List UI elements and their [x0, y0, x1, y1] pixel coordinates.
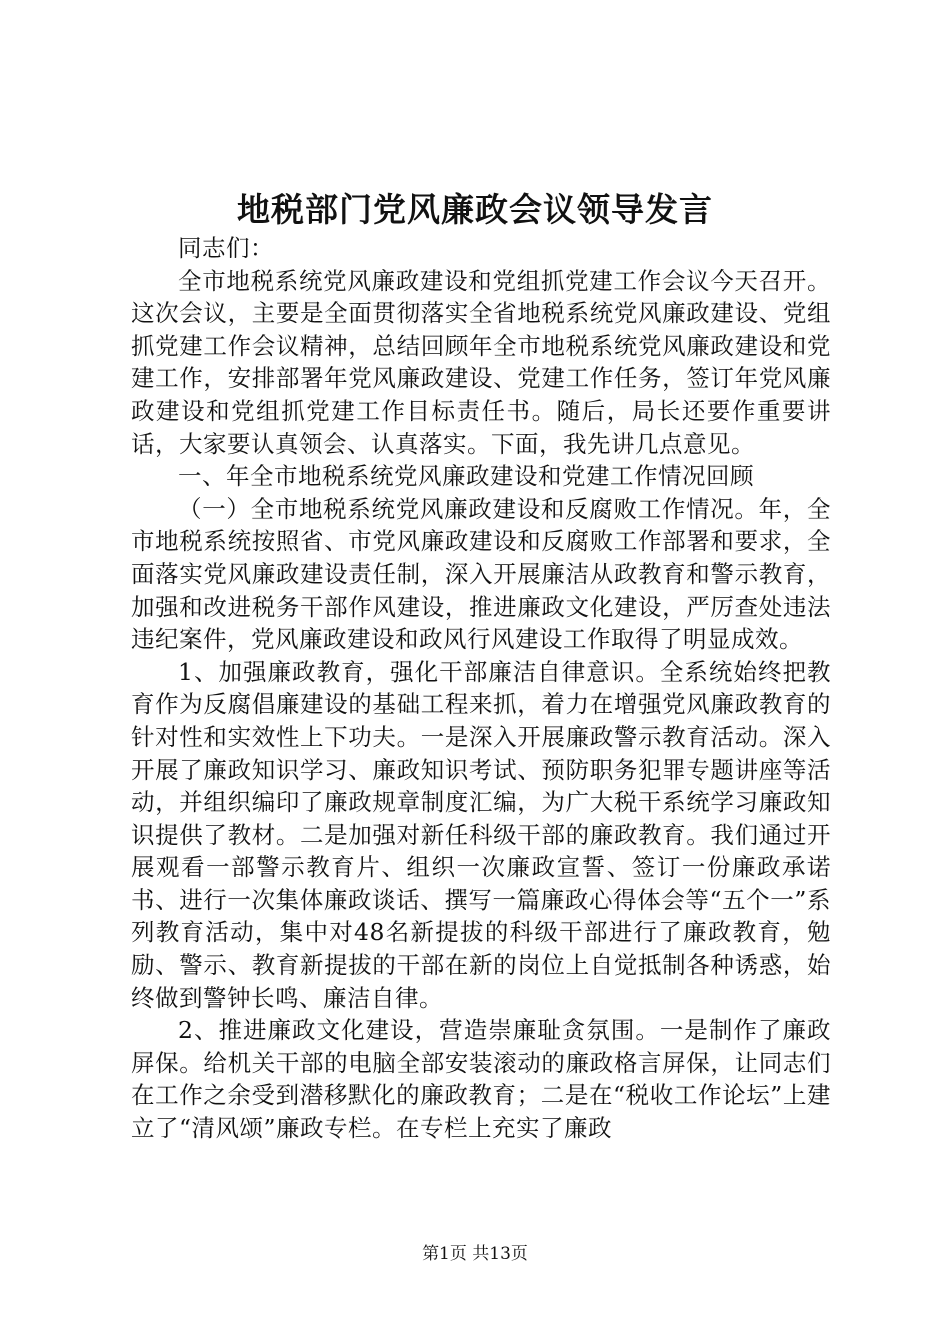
document-body — [131, 232, 831, 1145]
section-heading-review: 一、年全市地税系统党风廉政建设和党建工作情况回顾 — [178, 462, 754, 491]
paragraph-introduction: 全市地税系统党风廉政建设和党组抓党建工作会议今天召开。这次会议，主要是全面贯彻落实全省地税系统党风廉政建设、党组抓党建工作会议精神，总结回顾年全市地税系统党风廉政建设和党建工作，安排部署年党风廉政建设、党建工作任务，签订年党风廉政建设和党组抓党建工作目标责任书。随后，局长还要作重要讲话，大家要认真领会、认真落实。下面，我先讲几点意见。 — [131, 266, 831, 458]
paragraph-anticorruption-overview: （一）全市地税系统党风廉政建设和反腐败工作情况。年，全市地税系统按照省、市党风廉政建设和反腐败工作部署和要求，全面落实党风廉政建设责任制，深入开展廉洁从政教育和警示教育，加强和改进税务干部作风建设，推进廉政文化建设，严厉查处违法违纪案件，党风廉政建设和政风行风建设工作取得了明显成效。 — [131, 494, 831, 654]
paragraph-integrity-education: 1、加强廉政教育，强化干部廉洁自律意识。全系统始终把教育作为反腐倡廉建设的基础工程来抓，着力在增强党风廉政教育的针对性和实效性上下功夫。一是深入开展廉政警示教育活动。深入开展了廉政知识学习、廉政知识考试、预防职务犯罪专题讲座等活动，并组织编印了廉政规章制度汇编，为广大税干系统学习廉政知识提供了教材。二是加强对新任科级干部的廉政教育。我们通过开展观看一部警示教育片、组织一次廉政宣誓、签订一份廉政承诺书、进行一次集体廉政谈话、撰写一篇廉政心得体会等“五个一”系列教育活动，集中对48名新提拔的科级干部进行了廉政教育，勉励、警示、教育新提拔的干部在新的岗位上自觉抵制各种诱惑，始终做到警钟长鸣、廉洁自律。 — [131, 657, 831, 1012]
document-title: 地税部门党风廉政会议领导发言 — [237, 190, 713, 229]
paragraph-integrity-culture: 2、推进廉政文化建设，营造崇廉耻贪氛围。一是制作了廉政屏保。给机关干部的电脑全部安装滚动的廉政格言屏保，让同志们在工作之余受到潜移默化的廉政教育；二是在“税收工作论坛”上建立了“清风颂”廉政专栏。在专栏上充实了廉政 — [131, 1016, 831, 1143]
paragraph-salutation: 同志们： — [178, 234, 274, 262]
page-number-footer: 第1页 共13页 — [422, 1244, 528, 1264]
